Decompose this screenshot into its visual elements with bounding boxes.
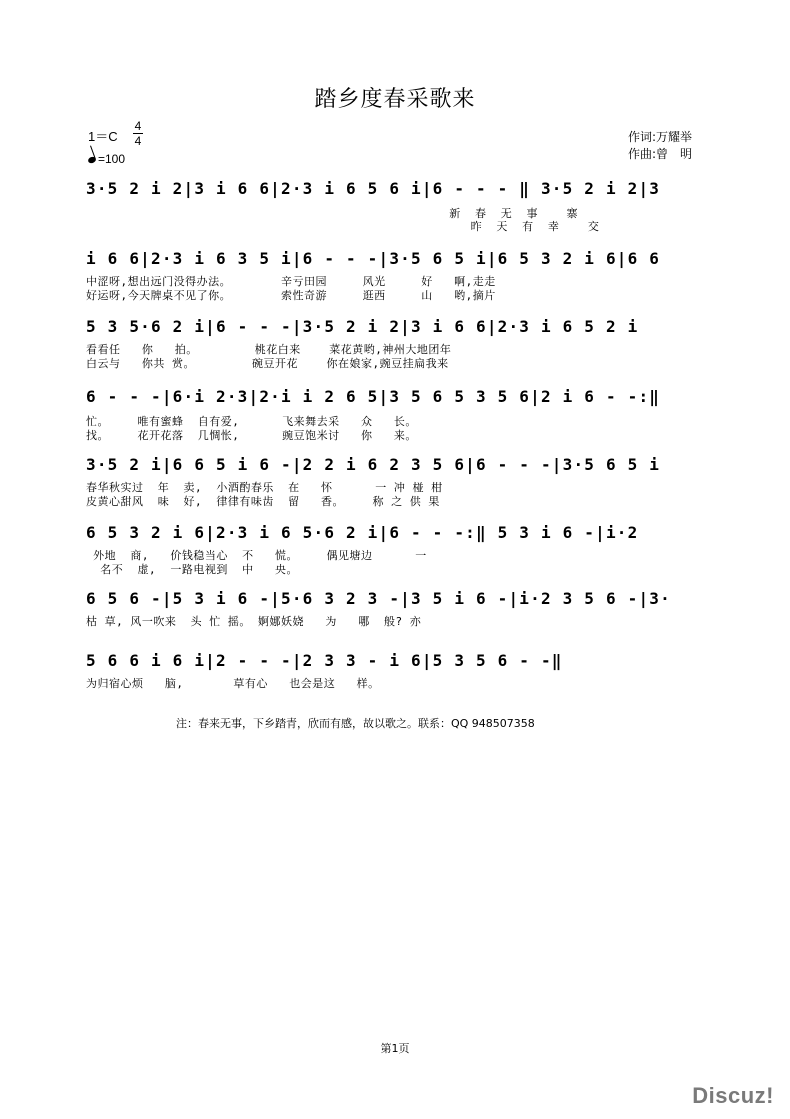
lyricist-credit: 作词:万耀举 — [628, 130, 693, 144]
notation-row-7: 6 5 6 -|5 3 i 6 -|5·6 3 2 3 -|3 5 i 6 -|i·2 3 5 6 -|3· — [86, 589, 671, 608]
time-signature-top: 4 — [134, 119, 142, 133]
quarter-note-icon — [87, 156, 97, 164]
notation-row-5: 3·5 2 i|6 6 5 i 6 -|2 2 i 6 2 3 5 6|6 - - -|3·5 6 5 i — [86, 455, 661, 474]
time-signature — [133, 120, 143, 147]
notation-row-2: i 6 6|2·3 i 6 3 5 i|6 - - -|3·5 6 5 i|6 5 3 2 i 6|6 6 — [86, 249, 661, 268]
notation-row-4: 6 - - -|6·i 2·3|2·i i 2 6 5|3 5 6 5 3 5 6|2 i 6 - -:‖ — [86, 387, 661, 406]
song-title: 踏乡度春采歌来 — [314, 87, 476, 112]
page-number: 第1页 — [380, 1042, 410, 1055]
lyric-row-5-verse-2: 皮黄心甜风 味 好, 律律有味齿 留 香。 称 之 供 果 — [86, 495, 440, 508]
lyric-row-4-verse-1: 忙。 唯有蜜蜂 自有爱, 飞来舞去采 众 长。 — [86, 415, 417, 428]
notation-row-6: 6 5 3 2 i 6|2·3 i 6 5·6 2 i|6 - - -:‖ 5 3 i 6 -|i·2 — [86, 523, 639, 542]
lyric-row-3-verse-2: 白云与 你共 赏。 碗豆开花 你在娘家,豌豆挂扁我来 — [86, 357, 449, 370]
footnote-text: 注：春来无事，下乡踏青，欣而有感，故以歌之。联系：QQ 948507358 — [176, 717, 535, 730]
notation-row-8: 5 6 6 i 6 i|2 - - -|2 3 3 - i 6|5 3 5 6 - -‖ — [86, 651, 563, 670]
lyric-row-5-verse-1: 春华秋实过 年 卖, 小酒酌春乐 在 怀 一 冲 椪 柑 — [86, 481, 443, 494]
lyric-row-1-verse-2: 昨 天 有 幸 交 — [86, 220, 600, 233]
notation-row-3: 5 3 5·6 2 i|6 - - -|3·5 2 i 2|3 i 6 6|2·3 i 6 5 2 i — [86, 317, 639, 336]
lyric-row-7-verse-1: 枯 草, 风一吹来 头 忙 摇。 婀娜妖娆 为 哪 般? 亦 — [86, 615, 422, 628]
lyric-row-2-verse-1: 中涩呀,想出远门没得办法。 辛亏田园 风光 好 啊,走走 — [86, 275, 496, 288]
lyric-row-8-verse-1: 为归宿心烦 脑, 草有心 也会是这 样。 — [86, 677, 380, 690]
tempo-marking — [88, 152, 125, 166]
lyric-row-2-verse-2: 好运呀,今天牌桌不见了你。 索性奇游 逛西 山 哟,摘片 — [86, 289, 496, 302]
time-signature-bottom: 4 — [134, 134, 142, 148]
lyric-row-3-verse-1: 看看任 你 拍。 桃花白来 菜花黄哟,神州大地团年 — [86, 343, 452, 356]
lyric-row-6-verse-2: 名不 虚, 一路电视到 中 央。 — [86, 563, 298, 576]
tempo-value: =100 — [98, 152, 126, 166]
lyric-row-4-verse-2: 找。 花开花落 几惆怅, 豌豆饱米讨 你 来。 — [86, 429, 417, 442]
lyric-row-6-verse-1: 外地 商, 价钱稳当心 不 慌。 偶见塘边 一 — [86, 549, 427, 562]
lyric-row-1-verse-1: 新 春 无 事 寨 — [86, 207, 578, 220]
notation-row-1: 3·5 2 i 2|3 i 6 6|2·3 i 6 5 6 i|6 - - - ‖ 3·5 2 i 2|3 — [86, 179, 661, 198]
watermark-logo: Discuz! — [692, 1083, 774, 1108]
composer-credit: 作曲:曾 明 — [628, 147, 693, 161]
key-signature: 1＝C — [88, 129, 118, 144]
